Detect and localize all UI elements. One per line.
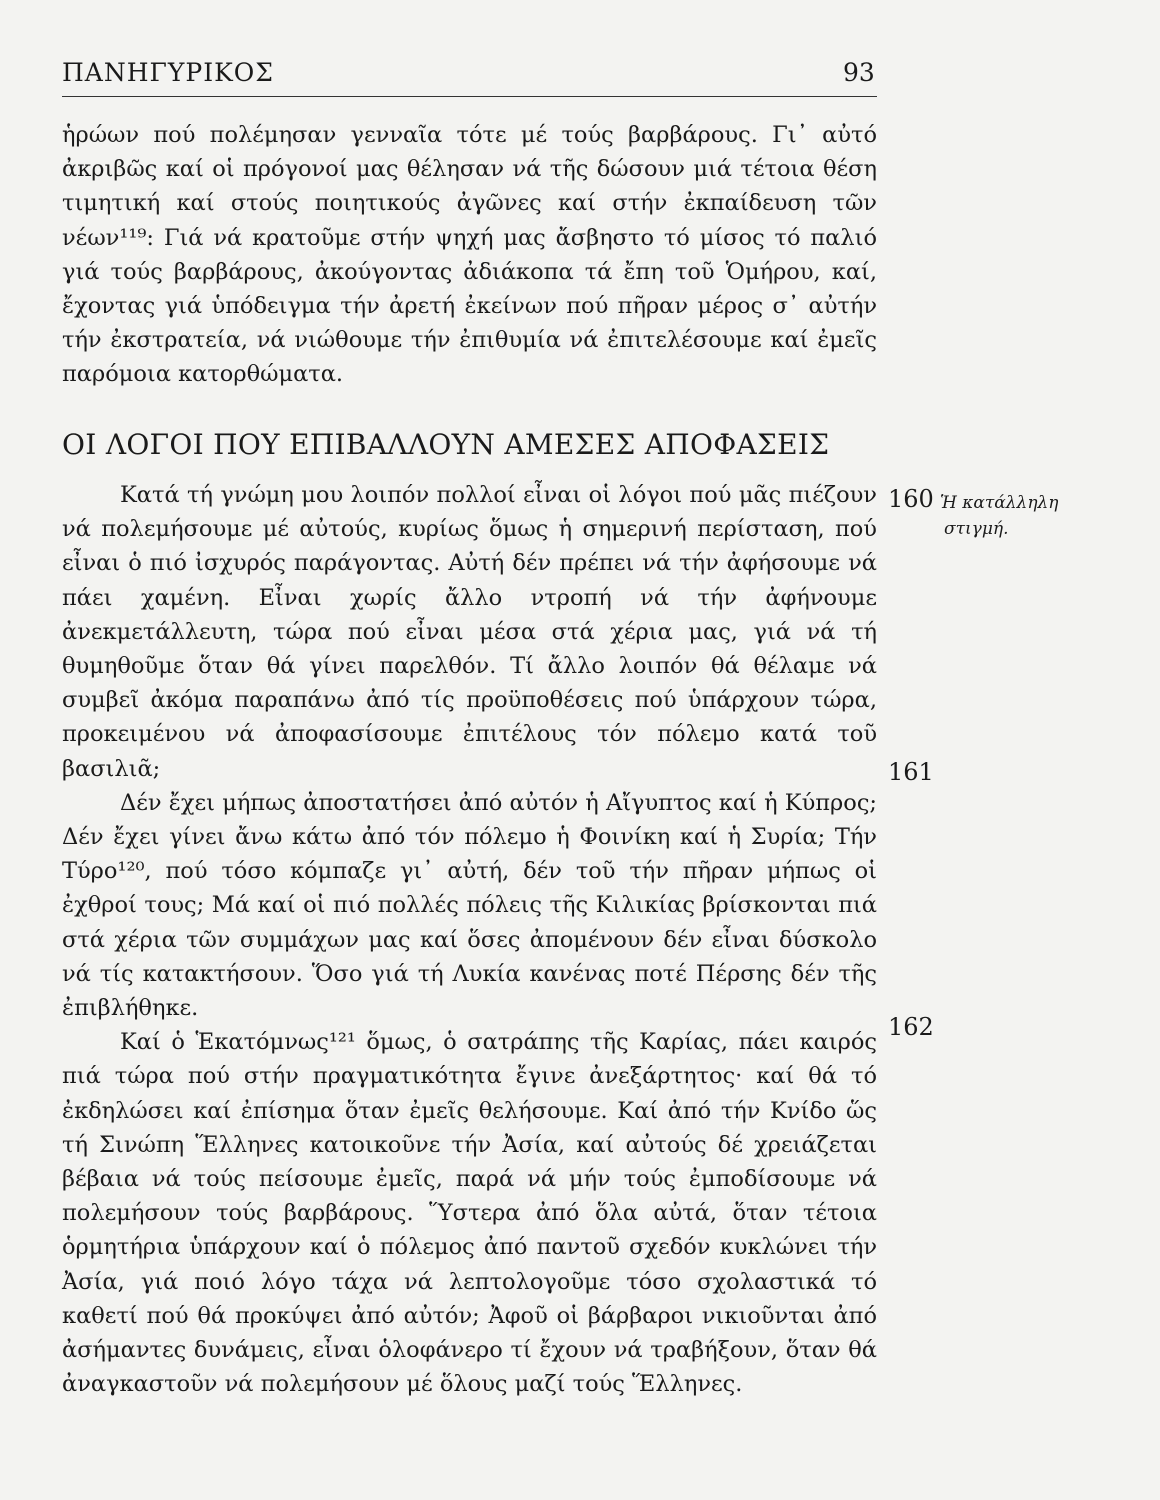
paragraph-161: Δέν ἔχει μήπως ἀποστατήσει ἀπό αὐτόν ἡ Αἴγυπτος καί ἡ Κύπρος; Δέν ἔχει γίνει ἄνω κάτω ἀπό τόν πόλεμο ἡ Φοινίκη καί ἡ Συρία; Τήν Τύρο¹²⁰, πού τόσο κόμπαζε γι᾽ αὐτή, δέν τοῦ τήν πῆραν μήπως οἱ ἐχθροί τους; Μά καί οἱ πιό πολλές πόλεις τῆς Κιλικίας βρίσκονται πιά στά χέρια τῶν συμμάχων μας καί ὅσες ἀπομένουν δέν εἶναι δύσκολο νά τίς κατακτήσουν. Ὅσο γιά τή Λυκία κανένας ποτέ Πέρσης δέν τῆς ἐπιβλήθηκε. <box>62 789 877 1022</box>
header-rule <box>62 96 877 97</box>
section-number-162: 162 <box>888 1013 934 1041</box>
marginal-note-line-1: Ἡ κατάλληλη <box>940 493 1059 513</box>
running-title: ΠΑΝΗΓΥΡΙΚΟΣ <box>62 58 274 87</box>
paragraph-162: Καί ὁ Ἑκατόμνως¹²¹ ὅμως, ὁ σατράπης τῆς Καρίας, πάει καιρός πιά τώρα πού στήν πραγματικότητα ἔγινε ἀνεξάρτητος· καί θά τό ἐκδηλώσει καί ἐπίσημα ὅταν ἐμεῖς θελήσουμε. Καί ἀπό τήν Κνίδο ὥς τή Σινώπη Ἕλληνες κατοικοῦνε τήν Ἀσία, καί αὐτούς δέ χρειάζεται βέβαια νά τούς πείσουμε ἐμεῖς, παρά νά μήν τούς ἐμποδίσουμε νά πολεμήσουν τούς βαρβάρους. Ὕστερα ἀπό ὅλα αὐτά, ὅταν τέτοια ὁρμητήρια ὑπάρχουν καί ὁ πόλεμος ἀπό παντοῦ σχεδόν κυκλώνει τήν Ἀσία, γιά ποιό λόγο τάχα νά λεπτολογοῦμε τόσο σχολαστικά τό καθετί πού θά προκύψει ἀπό αὐτόν; Ἀφοῦ οἱ βάρβαροι νικιοῦνται ἀπό ἀσήμαντες δυνάμεις, εἶναι ὁλοφάνερο τί ἔχουν νά τραβήξουν, ὅταν θά ἀναγκαστοῦν νά πολεμήσουν μέ ὅλους μαζί τούς Ἕλληνες. <box>62 1029 877 1398</box>
marginal-note-line-2: στιγμή. <box>944 519 1009 539</box>
section-number-161: 161 <box>888 758 934 786</box>
marginal-note <box>940 490 1110 542</box>
page-number: 93 <box>843 58 875 87</box>
text-block-top <box>62 118 877 392</box>
opening-paragraph: ἡρώων πού πολέμησαν γενναῖα τότε μέ τούς βαρβάρους. Γι᾽ αὐτό ἀκριβῶς καί οἱ πρόγονοί μας θέλησαν νά τῆς δώσουν μιά τέτοια θέση τιμητική καί στούς ποιητικούς ἀγῶνες καί στήν ἐκπαίδευση τῶν νέων¹¹⁹: Γιά νά κρατοῦμε στήν ψηχή μας ἄσβηστο τό μίσος τό παλιό γιά τούς βαρβάρους, ἀκούγοντας ἀδιάκοπα τά ἔπη τοῦ Ὁμήρου, καί, ἔχοντας γιά ὑπόδειγμα τήν ἀρετή ἐκείνων πού πῆραν μέρος σ᾽ αὐτήν τήν ἐκστρατεία, νά νιώθουμε τήν ἐπιθυμία νά ἐπιτελέσουμε καί ἐμεῖς παρόμοια κατορθώματα. <box>62 122 877 388</box>
section-number-160: 160 <box>888 485 934 513</box>
paragraph-160: Κατά τή γνώμη μου λοιπόν πολλοί εἶναι οἱ λόγοι πού μᾶς πιέζουν νά πολεμήσουμε μέ αὐτούς, κυρίως ὅμως ἡ σημερινή περίσταση, πού εἶναι ὁ πιό ἰσχυρός παράγοντας. Αὐτή δέν πρέπει νά τήν ἀφήσουμε νά πάει χαμένη. Εἶναι χωρίς ἄλλο ντροπή νά τήν ἀφήνουμε ἀνεκμετάλλευτη, τώρα πού εἶναι μέσα στά χέρια μας, γιά νά τή θυμηθοῦμε ὅταν θά γίνει παρελθόν. Τί ἄλλο λοιπόν θά θέλαμε νά συμβεῖ ἀκόμα παραπάνω ἀπό τίς προϋποθέσεις πού ὑπάρχουν τώρα, προκειμένου νά ἀποφασίσουμε ἐπιτέλους τόν πόλεμο κατά τοῦ βασιλιᾶ; <box>62 482 877 782</box>
section-heading: ΟΙ ΛΟΓΟΙ ΠΟΥ ΕΠΙΒΑΛΛΟΥΝ ΑΜΕΣΕΣ ΑΠΟΦΑΣΕΙΣ <box>62 428 830 461</box>
text-block-main <box>62 478 877 1401</box>
